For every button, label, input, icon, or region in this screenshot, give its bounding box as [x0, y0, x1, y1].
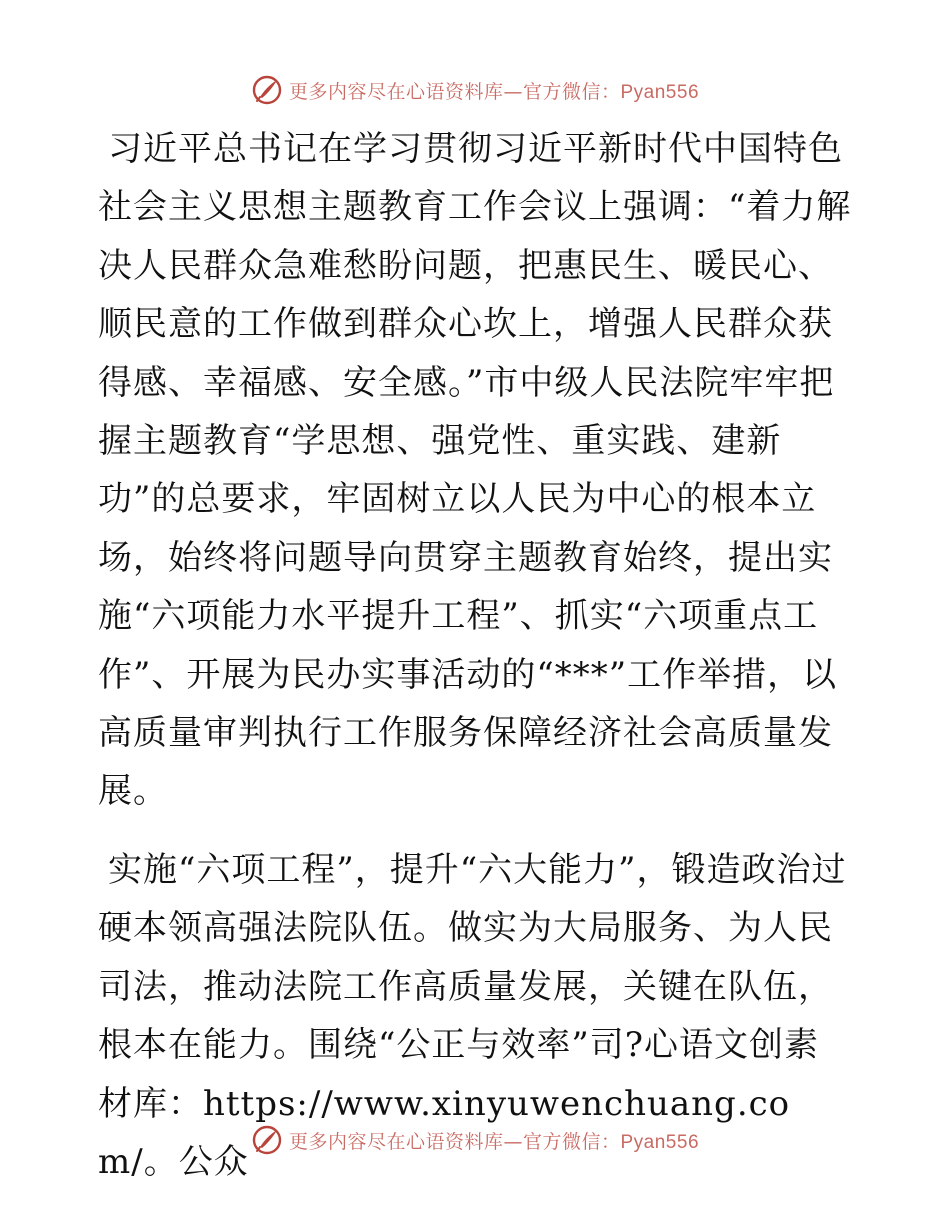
page-footer — [0, 1120, 950, 1160]
footer-brand — [251, 1124, 699, 1156]
footer-wechat-handle: Pyan556 — [620, 1131, 700, 1153]
body-paragraph-2: 实施“六项工程”，提升“六大能力”，锻造政治过硬本领高强法院队伍。做实为大局服务、为人民司法，推动法院工作高质量发展，关键在队伍，根本在能力。围绕“公正与效率”司?心语文创素材库：https://www.xinyuwenchuang.com/。公众 — [98, 849, 847, 1182]
body-paragraph-1: 习近平总书记在学习贯彻习近平新时代中国特色社会主义思想主题教育工作会议上强调：“着力解决人民群众急难愁盼问题，把惠民生、暖民心、顺民意的工作做到群众心坎上，增强人民群众获得感、幸福感、安全感。”市中级人民法院牢牢把握主题教育“学思想、强党性、重实践、建新功”的总要求，牢固树立以人民为中心的根本立场，始终将问题导向贯穿主题教育始终，提出实施“六项能力水平提升工程”、抓实“六项重点工作”、开展为民办实事活动的“***”工作举措，以高质量审判执行工作服务保障经济社会高质量发展。 — [98, 129, 852, 812]
header-brand-text: 更多内容尽在心语资料库—官方微信：Pyan556 — [288, 80, 700, 103]
feather-pen-logo-icon — [251, 1124, 283, 1156]
header-wechat-handle: Pyan556 — [620, 81, 700, 103]
page-header — [0, 70, 950, 110]
header-brand — [251, 74, 699, 106]
feather-pen-logo-icon — [251, 74, 283, 106]
document-body — [98, 120, 853, 1211]
footer-brand-text: 更多内容尽在心语资料库—官方微信：Pyan556 — [288, 1130, 700, 1153]
